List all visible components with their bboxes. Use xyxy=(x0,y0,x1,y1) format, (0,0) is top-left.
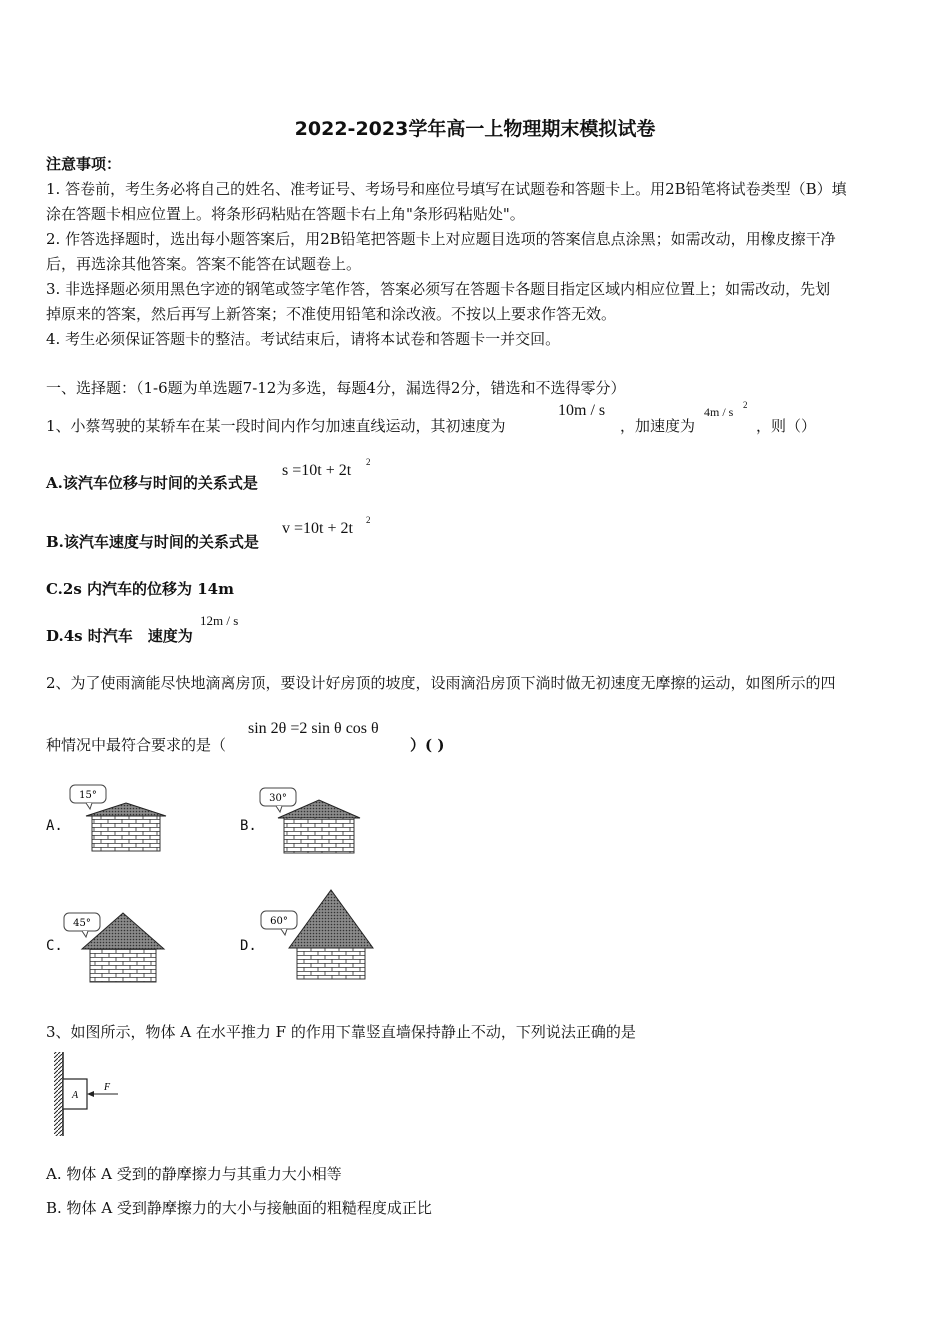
angle-label: 60° xyxy=(270,916,288,927)
q3-option-a: A. 物体 A 受到的静摩擦力与其重力大小相等 xyxy=(46,1165,342,1183)
notice-line: 涂在答题卡相应位置上。将条形码粘贴在答题卡右上角"条形码粘贴处"。 xyxy=(46,205,525,223)
q1-stem-b: ，加速度为 xyxy=(620,417,696,435)
angle-label: 15° xyxy=(79,790,97,801)
q2-stem-line1: 2、为了使雨滴能尽快地滴离房顶，要设计好房顶的坡度，设雨滴沿房顶下淌时做无初速度无摩擦的运动，如图所示的四 xyxy=(46,674,836,692)
q2-option-a-label: A. xyxy=(46,818,63,834)
q2-option-b-label: B. xyxy=(240,818,257,834)
q2-hint-formula: sin 2θ =2 sin θ cos θ xyxy=(248,720,379,737)
q2-stem-line2a: 种情况中最符合要求的是（ xyxy=(46,736,227,754)
q1-option-a-formula: s =10t + 2t xyxy=(282,462,352,479)
q3-option-b: B. 物体 A 受到静摩擦力的大小与接触面的粗糙程度成正比 xyxy=(46,1199,432,1217)
force-label: F xyxy=(104,1082,111,1093)
block-label: A xyxy=(71,1090,79,1101)
q1-exp: 2 xyxy=(366,457,371,467)
q1-option-a: A.该汽车位移与时间的关系式是 xyxy=(46,474,258,492)
q1-option-c: C.2s 内汽车的位移为 14m xyxy=(46,580,234,598)
q2-option-d-label: D. xyxy=(240,938,257,954)
q1-exp: 2 xyxy=(366,515,371,525)
q3-stem: 3、如图所示，物体 A 在水平推力 F 的作用下靠竖直墙保持静止不动，下列说法正确的是 xyxy=(46,1023,636,1041)
notice-line: 掉原来的答案，然后再写上新答案；不准使用铅笔和涂改液。不按以上要求作答无效。 xyxy=(46,305,617,323)
notice-line: 后，再选涂其他答案。答案不能答在试题卷上。 xyxy=(46,255,362,273)
notice-line: 2. 作答选择题时，选出每小题答案后，用2B铅笔把答题卡上对应题目选项的答案信息点涂黑；如需改动，用橡皮擦干净 xyxy=(46,230,836,248)
q1-option-b-formula: v =10t + 2t xyxy=(282,520,353,537)
angle-label: 30° xyxy=(269,793,287,804)
q1-stem-a: 1、小蔡驾驶的某轿车在某一段时间内作匀加速直线运动，其初速度为 xyxy=(46,417,506,435)
q1-v0: 10m / s xyxy=(558,402,606,419)
page-title: 2022-2023学年高一上物理期末模拟试卷 xyxy=(294,118,656,140)
notice-line: 3. 非选择题必须用黑色字迹的钢笔或签字笔作答，答案必须写在答题卡各题目指定区域内相应位置上；如需改动，先划 xyxy=(46,280,831,298)
q1-acc-exp: 2 xyxy=(743,400,748,410)
notice-heading: 注意事项： xyxy=(46,155,122,173)
q2-stem-line2b: ）( ) xyxy=(410,736,445,754)
q1-option-b: B.该汽车速度与时间的关系式是 xyxy=(46,533,259,551)
notice-line: 4. 考生必须保证答题卡的整洁。考试结束后，请将本试卷和答题卡一并交回。 xyxy=(46,330,561,348)
house-diagram-60 xyxy=(255,887,380,987)
house-diagram-15 xyxy=(66,783,176,853)
house-diagram-30 xyxy=(252,783,367,858)
q1-option-d-value: 12m / s xyxy=(200,613,239,628)
angle-label: 45° xyxy=(73,918,91,929)
q1-acc: 4m / s xyxy=(704,405,734,419)
q1-option-d: D.4s 时汽车 速度为 xyxy=(46,627,193,645)
notice-line: 1. 答卷前，考生务必将自己的姓名、准考证号、考场号和座位号填写在试题卷和答题卡上。用2B铅笔将试卷类型（B）填 xyxy=(46,180,847,198)
wall-block-diagram xyxy=(50,1050,130,1140)
q2-option-c-label: C. xyxy=(46,938,63,954)
q1-stem-c: ，则（） xyxy=(756,417,817,435)
section-heading: 一、选择题：（1-6题为单选题7-12为多选，每题4分，漏选得2分，错选和不选得零分） xyxy=(46,379,626,397)
house-diagram-45 xyxy=(60,905,170,985)
